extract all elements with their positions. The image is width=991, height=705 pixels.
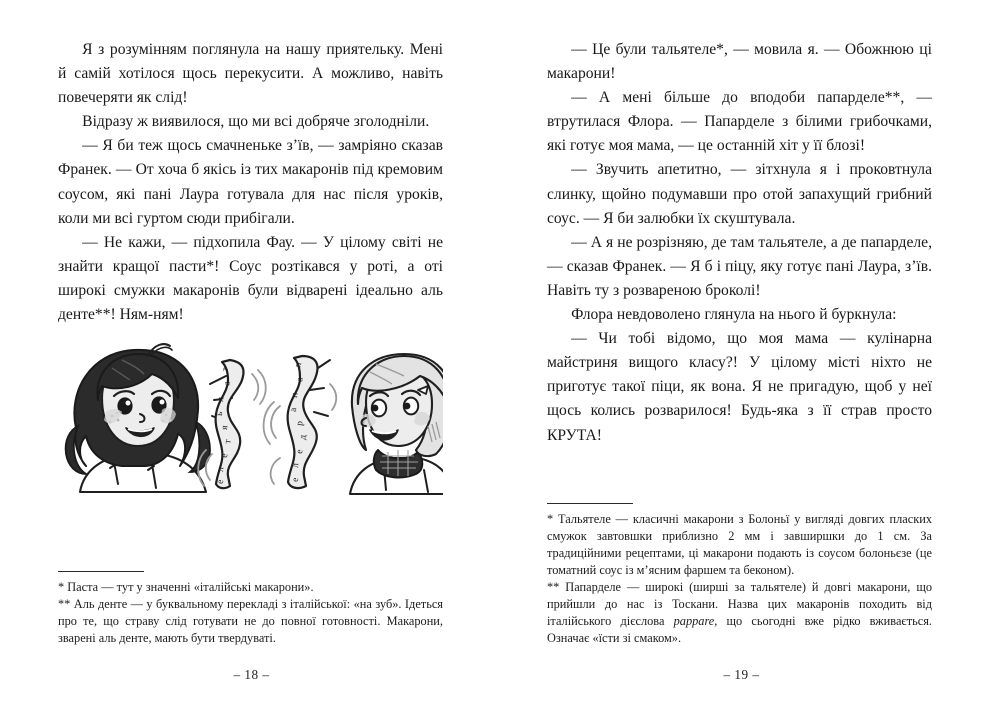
paragraph: — Це були тальятеле*, — мовила я. — Обожнюю ці макарони! [547,41,932,83]
left-page-footnotes [58,571,443,653]
paragraph: — Я би теж щось смачненьке з’їв, — замріяно сказав Франек. — От хоча б якісь із тих макаронів під кремовим соусом, які пані Лаура готувала для нас після уроків, коли ми всі гуртом сюди прибігали. [58,137,443,227]
right-page-body [547,38,932,448]
girl-dark-hair [66,344,232,492]
svg-text:ь: ь [215,411,226,417]
svg-text:п: п [293,361,305,369]
paragraph: — Звучить апетитно, — зітхнула я і проковтнула слинку, щойно подумавши про отой запахущий грибний соус. — Я би залюбки їх скуштувала. [547,161,932,227]
paragraph: Я з розумінням поглянула на нашу приятельку. Мені й самій хотілося щось перекусити. А можливо, навіть повечеряти як слід! [58,41,443,107]
illustration-girls-with-pasta [58,336,443,506]
page-number-left: – 18 – [233,667,270,682]
svg-text:д: д [298,434,309,441]
paragraph: — А я не розрізняю, де там тальятеле, а де папарделе, — сказав Франек. — Я б і піцу, яку готує пані Лаура, з’їв. Навіть ту з розвареною броколі! [547,233,932,299]
paragraph: Відразу ж виявилося, що ми всі добряче зголодніли. [82,113,430,131]
svg-text:т: т [220,366,232,374]
left-page-body [58,38,443,327]
footnote-separator-rule [547,503,633,504]
footnote: * Паста — тут у значенні «італійські макарони». [58,580,314,594]
svg-text:л: л [291,462,302,469]
svg-text:е: е [216,479,227,485]
footnote [547,579,932,647]
footnote-text-tail: , що сьогодні вже рідко вживається. Означає «їсти зі смаком». [547,614,932,645]
footnote: * Тальятеле — класичні макарони з Болоньї у вигляді довгих пласких смужок завтовшки приблизно 2 мм і завширшки до 1 см. За традиційними рецептами, ці макарони подають із соусом болоньєзе (це томатний соус із м’ясним фаршем та беконом). [547,512,932,577]
svg-text:т: т [223,439,234,445]
footnote-separator-rule [58,571,144,572]
svg-text:р: р [295,420,306,427]
pasta-ribbon-pappardelle [264,356,337,488]
footnote-italic-term: pappare [673,614,715,628]
svg-text:п: п [290,392,301,399]
paragraph: — Не кажи, — підхопила Фау. — У цілому світі не знайти кращої пасти*! Соус розтікався у роті, а оті широкі смужки макаронів були відварені ідеально аль денте**! Ням-ням! [58,233,443,324]
right-page [495,0,990,705]
svg-text:а: а [295,376,306,383]
pasta-ribbon-tagliatelle [198,360,266,488]
paragraph: Флора невдоволено глянула на нього й буркнула: [571,306,897,324]
girl-blonde-hair [310,354,443,494]
page-number-right: – 19 – [723,667,760,682]
footnote-text-head: ** Папарделе — широкі (ширші за тальятеле) й довгі макарони, що прийшли до нас із Тоскани. Назва цих макаронів походить від італійського дієслова [547,580,932,628]
left-page [0,0,495,705]
svg-text:я: я [220,425,231,431]
svg-text:л: л [216,466,227,473]
svg-text:л: л [216,396,227,403]
paragraph: — А мені більше до вподоби папарделе**, — втрутилася Флора. — Папарделе з білими грибочками, які готує моя мама, — це останній хіт у її блозі! [547,89,932,155]
svg-text:е: е [220,453,231,459]
paragraph: — Чи тобі відомо, що моя мама — кулінарна майстриня вищого класу?! У цілому місті ніхто не приготує такої піци, як вона. Я не пригадую, щоб у неї щось колись розварилося! Будь-яка з її страв просто КРУТА! [547,330,932,444]
footnote: ** Аль денте — у буквальному перекладі з італійської: «на зуб». Ідеться про те, що страву слід готувати не до повної готовності. Макарони, зварені аль денте, мають бути твердуваті. [58,597,443,645]
svg-text:а: а [289,407,300,413]
svg-text:е: е [291,477,302,483]
right-page-footnotes [547,503,932,653]
svg-text:а: а [222,380,233,387]
svg-text:е: е [295,449,306,455]
